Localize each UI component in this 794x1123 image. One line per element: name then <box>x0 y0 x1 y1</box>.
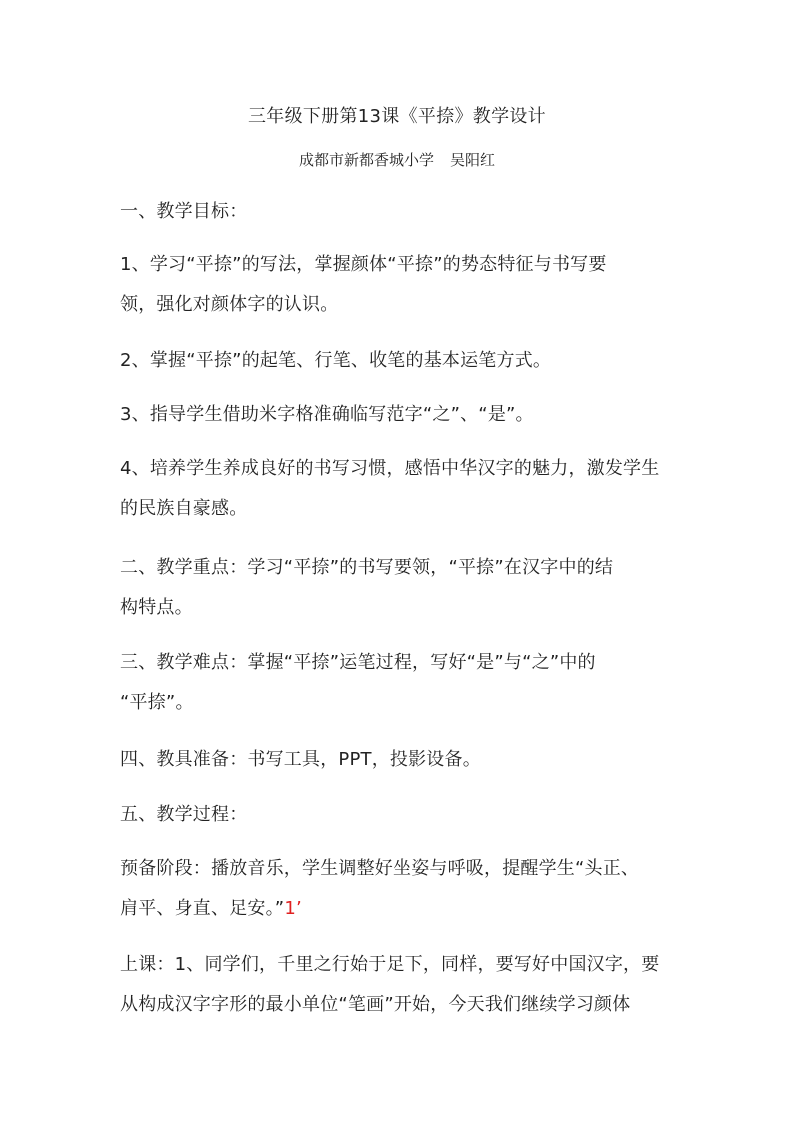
author-line <box>0 149 794 171</box>
objective-3 <box>120 395 680 435</box>
paragraph-line-text: 肩平、身直、足安。” <box>120 898 285 919</box>
paragraph-line: 预备阶段：播放音乐，学生调整好坐姿与呼吸，提醒学生“头正、 <box>120 858 640 879</box>
class-begins <box>120 945 680 1025</box>
objective-2 <box>120 341 680 381</box>
paragraph-line: 一、教学目标： <box>120 201 248 222</box>
paragraph-line: 上课：1、同学们，千里之行始于足下，同样，要写好中国汉字，要 <box>120 954 660 975</box>
paragraph-line: 1、学习“平捺”的写法，掌握颜体“平捺”的势态特征与书写要 <box>120 254 607 275</box>
document-title: 三年级下册第13课《平捺》教学设计 <box>247 106 546 127</box>
paragraph-line: 三、教学难点：掌握“平捺”运笔过程，写好“是”与“之”中的 <box>120 652 596 673</box>
paragraph-line: 二、教学重点：学习“平捺”的书写要领，“平捺”在汉字中的结 <box>120 557 614 578</box>
paragraph-line: 领，强化对颜体字的认识。 <box>120 294 339 315</box>
section-process-heading <box>120 795 680 835</box>
objective-1 <box>120 245 680 325</box>
author-name: 吴阳红 <box>450 151 496 169</box>
paragraph-line: 4、培养学生养成良好的书写习惯，感悟中华汉字的魅力，激发学生 <box>120 458 660 479</box>
section-materials <box>120 740 680 780</box>
paragraph-line: 3、指导学生借助米字格准确临写范字“之”、“是”。 <box>120 404 534 425</box>
section-objectives-heading <box>120 192 680 232</box>
objective-4 <box>120 449 680 529</box>
paragraph-line: “平捺”。 <box>120 692 194 713</box>
section-key-points <box>120 548 680 628</box>
author-school: 成都市新都香城小学 <box>298 151 434 169</box>
preparation-stage <box>120 849 680 929</box>
paragraph-line: 2、掌握“平捺”的起笔、行笔、收笔的基本运笔方式。 <box>120 350 552 371</box>
paragraph-line: 构特点。 <box>120 597 193 618</box>
paragraph-line <box>120 889 680 929</box>
paragraph-line: 四、教具准备：书写工具，PPT，投影设备。 <box>120 749 481 770</box>
time-note: 1’ <box>284 898 302 919</box>
paragraph-line: 的民族自豪感。 <box>120 498 248 519</box>
paragraph-line: 从构成汉字字形的最小单位“笔画”开始，今天我们继续学习颜体 <box>120 994 631 1015</box>
paragraph-line: 五、教学过程： <box>120 804 248 825</box>
section-difficulties <box>120 643 680 723</box>
